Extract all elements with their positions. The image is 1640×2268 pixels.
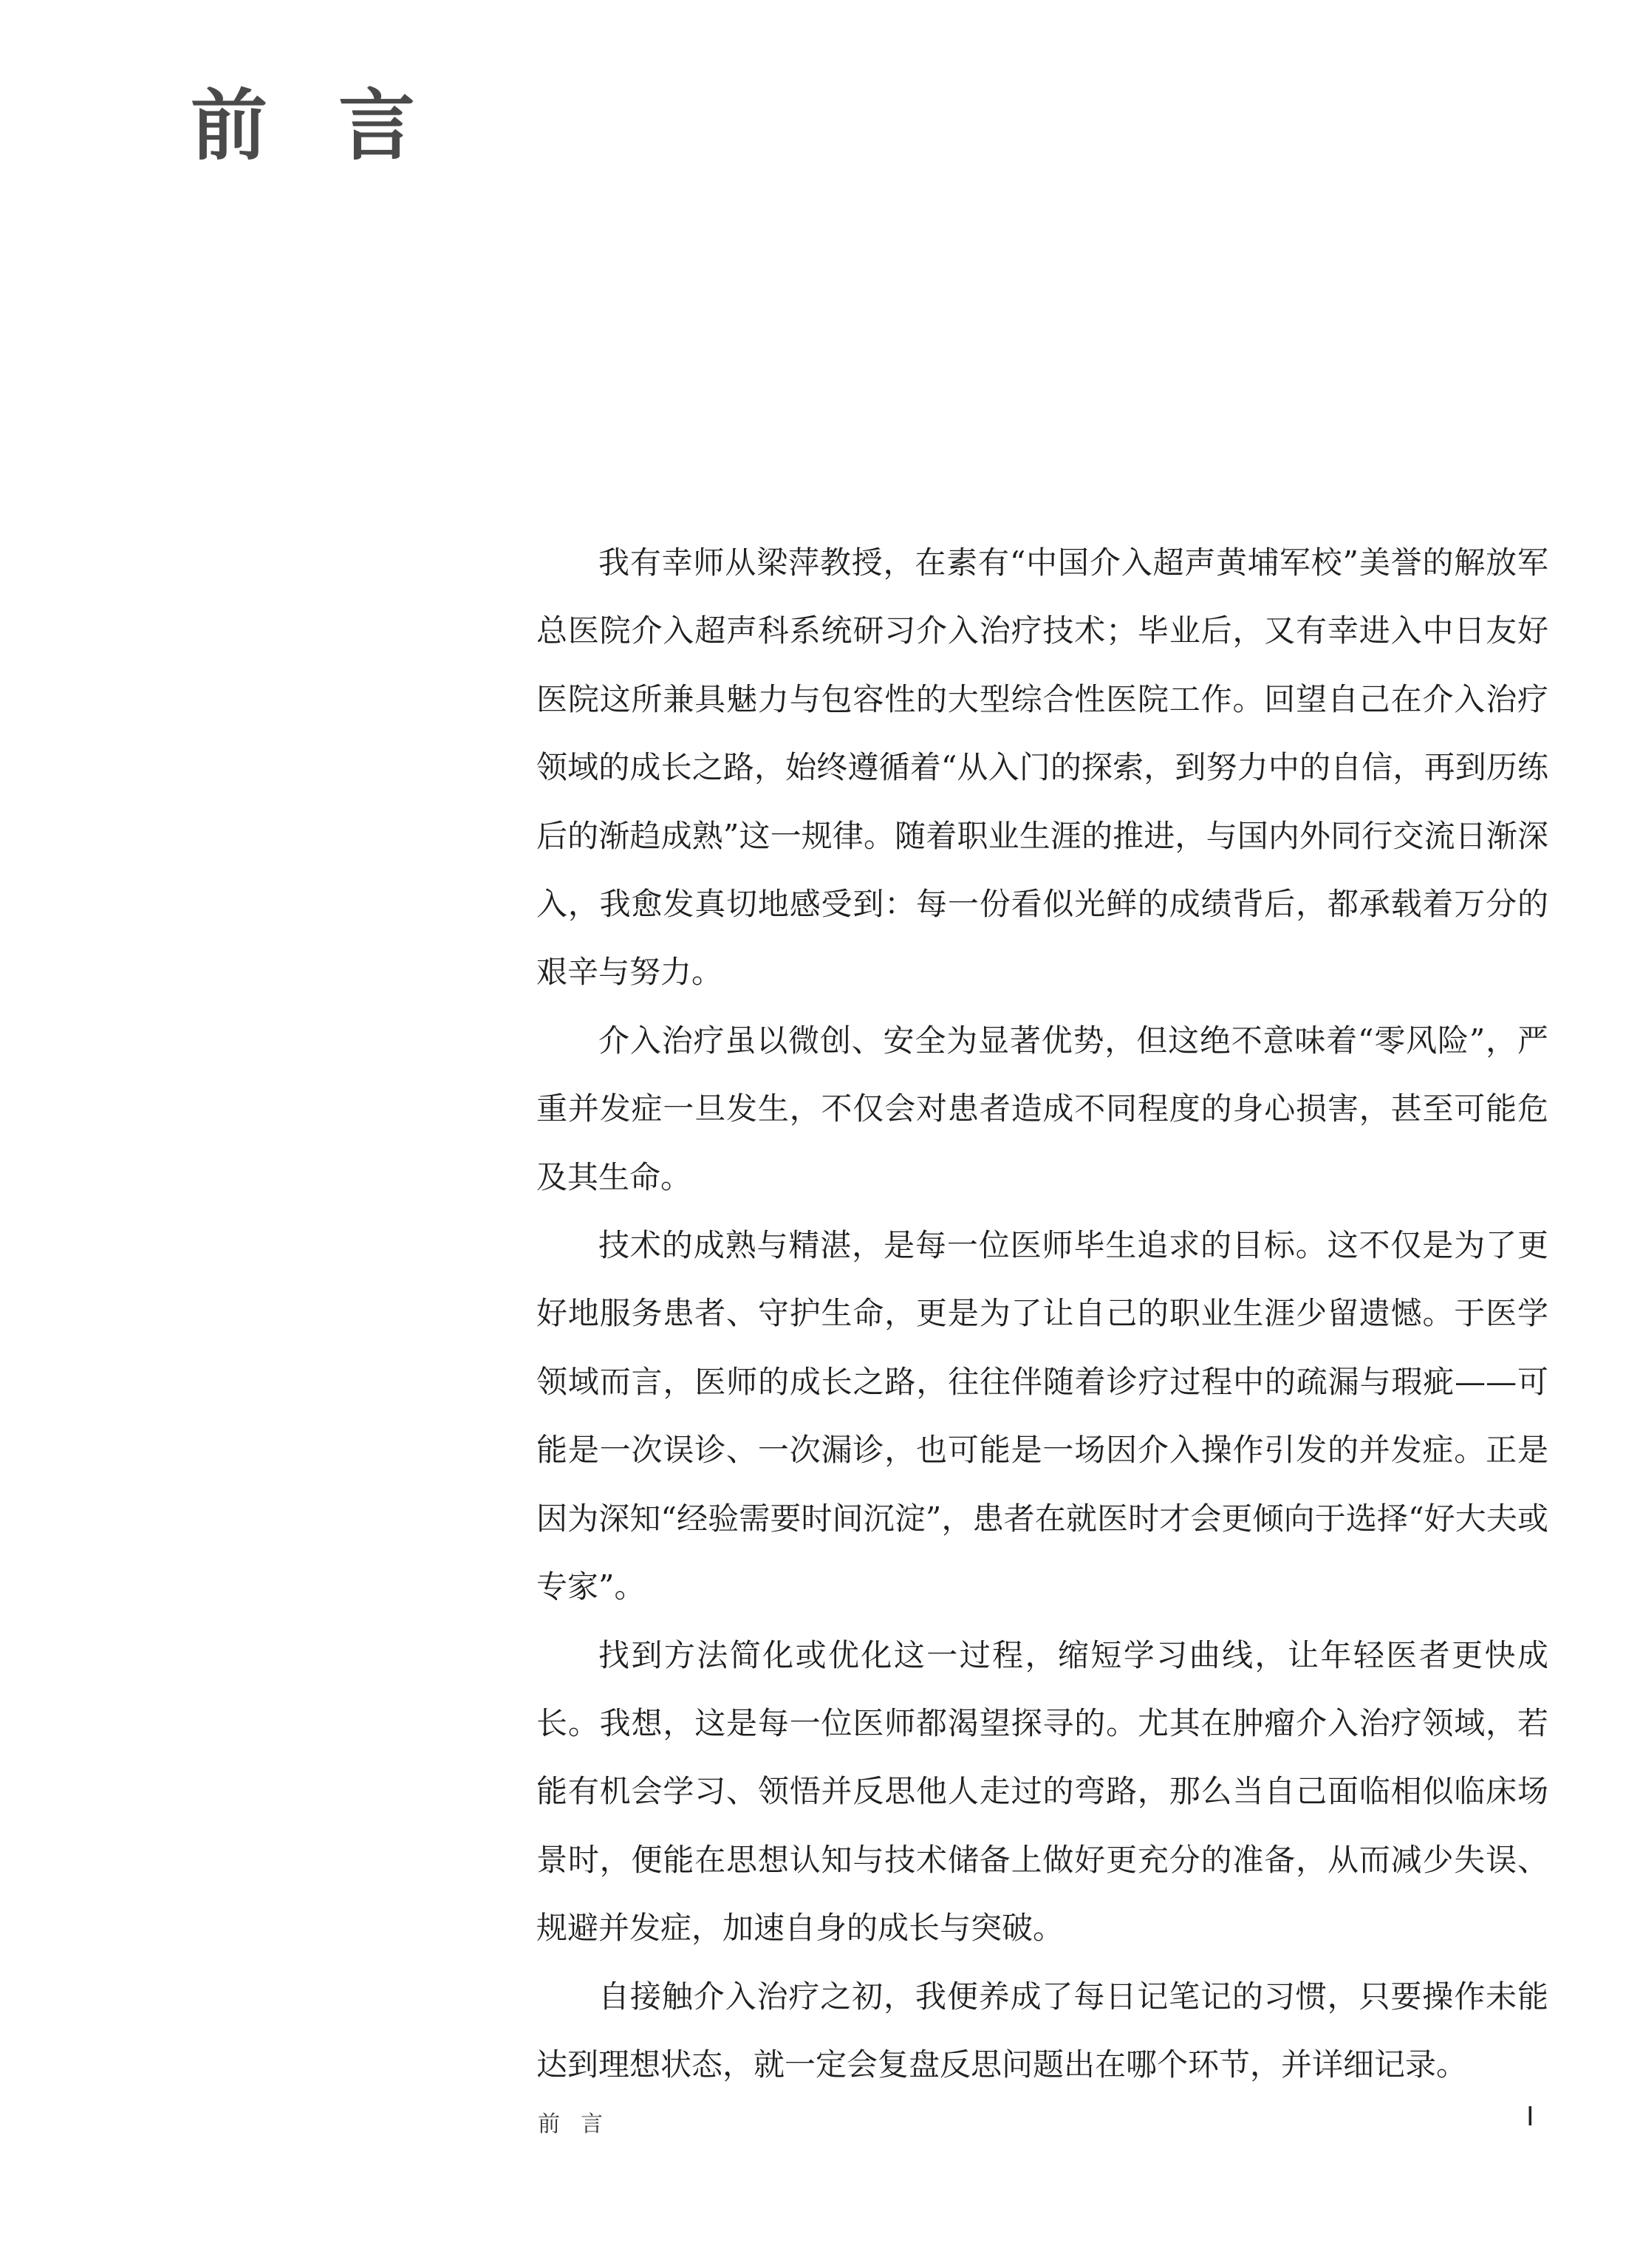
page-number: I (1526, 2102, 1534, 2132)
paragraph: 介入治疗虽以微创、安全为显著优势，但这绝不意味着“零风险”，严重并发症一旦发生，不仅会对患者造成不同程度的身心损害，甚至可能危及其生命。 (536, 1022, 1548, 1195)
paragraph: 自接触介入治疗之初，我便养成了每日记笔记的习惯，只要操作未能达到理想状态，就一定会复盘反思问题出在哪个环节，并详细记录。 (536, 1978, 1548, 2083)
paragraph: 技术的成熟与精湛，是每一位医师毕生追求的目标。这不仅是为了更好地服务患者、守护生命，更是为了让自己的职业生涯少留遗憾。于医学领域而言，医师的成长之路，往往伴随着诊疗过程中的疏漏与瑕疵——可能是一次误诊、一次漏诊，也可能是一场因介入操作引发的并发症。正是因为深知“经验需要时间沉淀”，患者在就医时才会更倾向于选择“好大夫或专家”。 (536, 1227, 1548, 1605)
chapter-title: 前言 (191, 80, 487, 171)
running-footer-title: 前言 (538, 2111, 623, 2137)
paragraph: 我有幸师从梁萍教授，在素有“中国介入超声黄埔军校”美誉的解放军总医院介入超声科系统研习介入治疗技术；毕业后，又有幸进入中日友好医院这所兼具魅力与包容性的大型综合性医院工作。回望自己在介入治疗领域的成长之路，始终遵循着“从入门的探索，到努力中的自信，再到历练后的渐趋成熟”这一规律。随着职业生涯的推进，与国内外同行交流日渐深入，我愈发真切地感受到：每一份看似光鲜的成绩背后，都承载着万分的艰辛与努力。 (536, 544, 1548, 991)
paragraph: 找到方法简化或优化这一过程，缩短学习曲线，让年轻医者更快成长。我想，这是每一位医师都渴望探寻的。尤其在肿瘤介入治疗领域，若能有机会学习、领悟并反思他人走过的弯路，那么当自己面临相似临床场景时，便能在思想认知与技术储备上做好更充分的准备，从而减少失误、规避并发症，加速自身的成长与突破。 (536, 1636, 1548, 1947)
body-text (536, 529, 1548, 2099)
